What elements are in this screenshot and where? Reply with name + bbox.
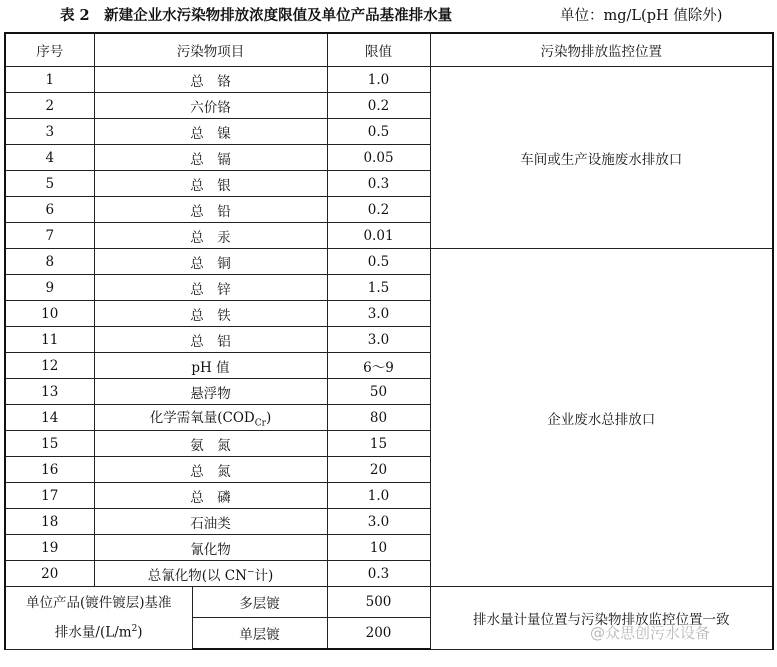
row-no: 2	[5, 93, 94, 119]
row-no: 8	[5, 249, 94, 275]
header-item: 污染物项目	[94, 33, 327, 67]
table-header-row	[5, 33, 773, 67]
drainage-label	[5, 587, 192, 650]
row-no: 3	[5, 119, 94, 145]
row-limit: 1.0	[327, 67, 430, 93]
cod-text: 化学需氧量(COD	[149, 410, 255, 427]
row-no: 7	[5, 223, 94, 249]
header-limit: 限值	[327, 33, 430, 67]
row-no: 15	[5, 431, 94, 457]
row-no: 13	[5, 379, 94, 405]
header-location: 污染物排放监控位置	[430, 33, 773, 67]
row-item: 总 铁	[94, 301, 327, 327]
row-no: 4	[5, 145, 94, 171]
row-limit: 0.3	[327, 561, 430, 587]
location-enterprise: 企业废水总排放口	[430, 249, 773, 587]
row-item: 总 磷	[94, 483, 327, 509]
row-limit: 80	[327, 405, 430, 431]
drainage-label-line2	[6, 616, 192, 646]
row-limit: 6～9	[327, 353, 430, 379]
watermark: @众思创污水设备	[590, 624, 711, 642]
emission-limits-table	[4, 32, 774, 650]
row-no: 12	[5, 353, 94, 379]
row-item: 氨 氮	[94, 431, 327, 457]
cod-tail: )	[265, 410, 272, 427]
row-item	[94, 561, 327, 587]
row-item: 总 铝	[94, 327, 327, 353]
row-item	[94, 405, 327, 431]
row-item: 六价铬	[94, 93, 327, 119]
row-limit: 3.0	[327, 509, 430, 535]
drainage-unit-tail: )	[137, 624, 143, 641]
row-item: 总 铅	[94, 197, 327, 223]
row-no: 5	[5, 171, 94, 197]
row-item: pH 值	[94, 353, 327, 379]
row-limit: 0.5	[327, 119, 430, 145]
drainage-unit-text: 排水量/(L/m	[54, 624, 132, 641]
multi-layer-value: 500	[327, 587, 430, 618]
row-item: 总 银	[94, 171, 327, 197]
table-row	[5, 67, 773, 93]
row-limit: 0.3	[327, 171, 430, 197]
row-limit: 20	[327, 457, 430, 483]
row-item: 石油类	[94, 509, 327, 535]
row-limit: 3.0	[327, 301, 430, 327]
row-item: 总 铜	[94, 249, 327, 275]
row-limit: 10	[327, 535, 430, 561]
row-limit: 3.0	[327, 327, 430, 353]
row-item: 总 锌	[94, 275, 327, 301]
drainage-label-line1: 单位产品(镀件镀层)基准	[25, 595, 172, 611]
row-no: 11	[5, 327, 94, 353]
table-caption	[0, 0, 777, 32]
table-row	[5, 249, 773, 275]
row-no: 16	[5, 457, 94, 483]
location-drainage: 排水量计量位置与污染物排放监控位置一致	[430, 587, 773, 650]
row-item: 悬浮物	[94, 379, 327, 405]
table-unit: 单位：mg/L(pH 值除外)	[560, 8, 723, 24]
row-item: 总 汞	[94, 223, 327, 249]
row-limit: 1.0	[327, 483, 430, 509]
row-no: 14	[5, 405, 94, 431]
table-title: 表 2 新建企业水污染物排放浓度限值及单位产品基准排水量	[60, 7, 453, 24]
row-no: 17	[5, 483, 94, 509]
row-no: 6	[5, 197, 94, 223]
location-workshop: 车间或生产设施废水排放口	[430, 67, 773, 249]
row-limit: 50	[327, 379, 430, 405]
cn-text: 总氰化物(以 CN	[147, 567, 247, 584]
cod-subscript: Cr	[254, 418, 266, 429]
single-layer-label: 单层镀	[192, 618, 327, 650]
row-item: 总 镉	[94, 145, 327, 171]
row-no: 18	[5, 509, 94, 535]
drainage-unit-sup: 2	[131, 624, 138, 634]
cn-superscript: −	[246, 567, 255, 577]
row-limit: 15	[327, 431, 430, 457]
row-no: 19	[5, 535, 94, 561]
row-item: 氰化物	[94, 535, 327, 561]
row-no: 1	[5, 67, 94, 93]
row-item: 总 镍	[94, 119, 327, 145]
cn-tail: 计)	[254, 567, 274, 584]
row-item: 总 铬	[94, 67, 327, 93]
row-item: 总 氮	[94, 457, 327, 483]
row-limit: 0.2	[327, 93, 430, 119]
row-no: 10	[5, 301, 94, 327]
row-limit: 0.05	[327, 145, 430, 171]
row-no: 9	[5, 275, 94, 301]
header-no: 序号	[5, 33, 94, 67]
row-limit: 0.2	[327, 197, 430, 223]
multi-layer-label: 多层镀	[192, 587, 327, 618]
drainage-row-multi	[5, 587, 773, 618]
single-layer-value: 200	[327, 618, 430, 650]
row-limit: 0.5	[327, 249, 430, 275]
row-limit: 1.5	[327, 275, 430, 301]
row-limit: 0.01	[327, 223, 430, 249]
row-no: 20	[5, 561, 94, 587]
